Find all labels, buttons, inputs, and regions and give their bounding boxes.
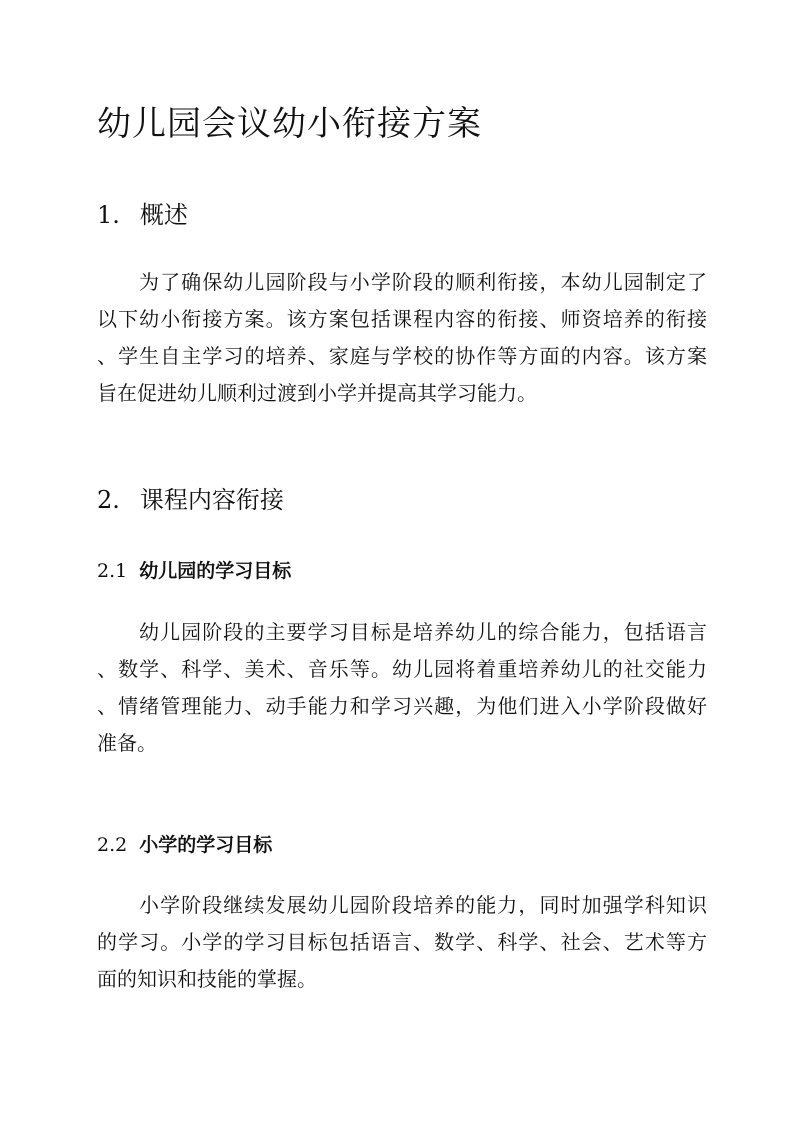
paragraph-line: 、数学、科学、美术、音乐等。幼儿园将着重培养幼儿的社交能力 — [97, 657, 707, 681]
subsection-title: 小学的学习目标 — [139, 834, 273, 856]
subsection-number: 2.2 — [97, 834, 128, 856]
section-heading-overview — [97, 195, 188, 230]
subsection-title: 幼儿园的学习目标 — [139, 560, 292, 582]
section-title: 课程内容衔接 — [139, 486, 284, 514]
paragraph-line: 幼儿园阶段的主要学习目标是培养幼儿的综合能力，包括语言 — [139, 620, 707, 644]
section-number: 2. — [97, 486, 120, 514]
document-title: 幼儿园会议幼小衔接方案 — [97, 104, 482, 144]
primary-goals-paragraph — [97, 887, 707, 998]
section-number: 1. — [97, 201, 120, 229]
subsection-heading-primary-goals — [97, 830, 272, 857]
paragraph-line: 、情绪管理能力、动手能力和学习兴趣，为他们进入小学阶段做好 — [97, 694, 707, 718]
subsection-heading-kindergarten-goals — [97, 556, 291, 583]
section-title: 概述 — [139, 201, 188, 229]
paragraph-line: 为了确保幼儿园阶段与小学阶段的顺利衔接，本幼儿园制定了 — [139, 270, 707, 294]
paragraph-line: 准备。 — [97, 731, 157, 755]
section-heading-curriculum — [97, 480, 284, 515]
kindergarten-goals-paragraph — [97, 614, 707, 762]
paragraph-line: 以下幼小衔接方案。该方案包括课程内容的衔接、师资培养的衔接 — [97, 307, 707, 331]
subsection-number: 2.1 — [97, 560, 128, 582]
paragraph-line: 的学习。小学的学习目标包括语言、数学、科学、社会、艺术等方 — [97, 930, 707, 954]
paragraph-line: 旨在促进幼儿顺利过渡到小学并提高其学习能力。 — [97, 381, 537, 405]
overview-paragraph — [97, 264, 707, 412]
paragraph-line: 小学阶段继续发展幼儿园阶段培养的能力，同时加强学科知识 — [139, 893, 707, 917]
paragraph-line: 、学生自主学习的培养、家庭与学校的协作等方面的内容。该方案 — [97, 344, 707, 368]
paragraph-line: 面的知识和技能的掌握。 — [97, 967, 317, 991]
